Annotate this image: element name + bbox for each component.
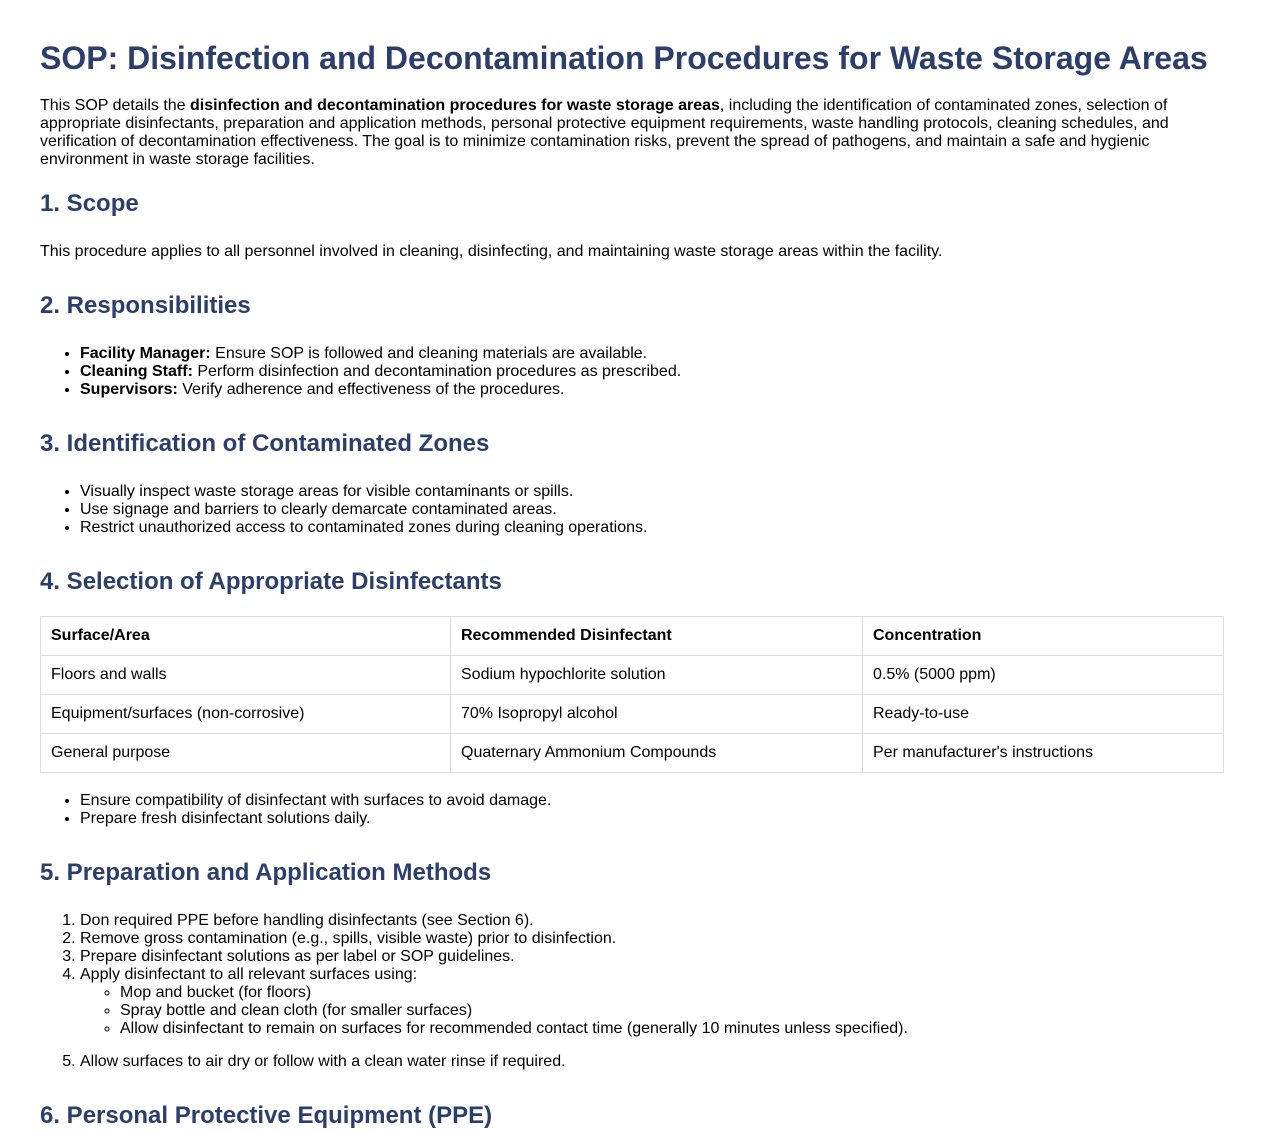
section-heading-responsibilities: 2. Responsibilities [40, 292, 251, 319]
list-item: ◦ Allow disinfectant to remain on surfaces for recommended contact time (generally 10 minutes unless specified). [120, 1020, 1223, 1038]
list-item: • Prepare fresh disinfectant solutions daily. [80, 810, 1223, 828]
disinfectant-notes-list [40, 792, 1223, 828]
list-item: • Ensure compatibility of disinfectant with surfaces to avoid damage. [80, 792, 1223, 810]
section-heading-scope: 1. Scope [40, 190, 139, 217]
list-item: ◦ Spray bottle and clean cloth (for smaller surfaces) [120, 1002, 1223, 1020]
table-cell: 0.5% (5000 ppm) [863, 656, 1224, 695]
list-item: • Visually inspect waste storage areas for visible contaminants or spills. [80, 483, 1223, 501]
list-item [80, 345, 1223, 363]
section-heading-preparation: 5. Preparation and Application Methods [40, 859, 492, 886]
list-item [80, 966, 1223, 1038]
table-cell: Ready-to-use [863, 695, 1224, 734]
table-row [41, 734, 1224, 773]
list-item: 5. Allow surfaces to air dry or follow with a clean water rinse if required. [80, 1053, 1223, 1071]
role-text: Perform disinfection and decontamination procedures as prescribed. [192, 363, 682, 380]
responsibilities-list [40, 345, 1223, 399]
table-cell: Floors and walls [41, 656, 451, 695]
column-header-concentration: Concentration [863, 617, 1224, 656]
role-text: Ensure SOP is followed and cleaning materials are available. [210, 345, 648, 362]
table-cell: Quaternary Ammonium Compounds [451, 734, 863, 773]
role-label: Facility Manager: [80, 345, 211, 362]
list-item: 2. Remove gross contamination (e.g., spills, visible waste) prior to disinfection. [80, 930, 1223, 948]
table-row [41, 695, 1224, 734]
intro-text-start: This SOP details the [40, 97, 190, 114]
list-item: ◦ Mop and bucket (for floors) [120, 984, 1223, 1002]
list-item: • Use signage and barriers to clearly demarcate contaminated areas. [80, 501, 1223, 519]
table-cell: Per manufacturer's instructions [863, 734, 1224, 773]
list-item: 3. Prepare disinfectant solutions as per label or SOP guidelines. [80, 948, 1223, 966]
table-cell: 70% Isopropyl alcohol [451, 695, 863, 734]
list-item [80, 381, 1223, 399]
contaminated-zones-list [40, 483, 1223, 537]
scope-text: This procedure applies to all personnel involved in cleaning, disinfecting, and maintaining waste storage areas within the facility. [40, 243, 943, 260]
role-text: Verify adherence and effectiveness of the procedures. [177, 381, 565, 398]
column-header-disinfectant: Recommended Disinfectant [451, 617, 863, 656]
intro-paragraph [40, 97, 1223, 169]
section-heading-contaminated-zones: 3. Identification of Contaminated Zones [40, 430, 490, 457]
section-heading-ppe: 6. Personal Protective Equipment (PPE) [40, 1102, 493, 1129]
intro-text-end: , including the identification of contaminated zones, selection of appropriate disinfectants, preparation and application methods, personal protective equipment requirements, waste handling protocols, cleaning schedules, and verification of decontamination effectiveness. The goal is to minimize contamination risks, prevent the spread of pathogens, and maintain a safe and hygienic environment in waste storage facilities. [40, 97, 1169, 168]
table-cell: Sodium hypochlorite solution [451, 656, 863, 695]
preparation-steps-list-continued [40, 1053, 1223, 1071]
list-item [80, 363, 1223, 381]
section-heading-disinfectants: 4. Selection of Appropriate Disinfectants [40, 568, 502, 595]
table-row [41, 656, 1224, 695]
preparation-steps-list [40, 912, 1223, 1038]
intro-text-bold: disinfection and decontamination procedures for waste storage areas [190, 97, 720, 114]
table-cell: Equipment/surfaces (non-corrosive) [41, 695, 451, 734]
list-item: • Restrict unauthorized access to contaminated zones during cleaning operations. [80, 519, 1223, 537]
list-item: 1. Don required PPE before handling disinfectants (see Section 6). [80, 912, 1223, 930]
application-methods-list [80, 984, 1223, 1038]
step-text: Apply disinfectant to all relevant surfaces using: [80, 966, 418, 983]
table-cell: General purpose [41, 734, 451, 773]
role-label: Supervisors: [80, 381, 178, 398]
column-header-surface: Surface/Area [41, 617, 451, 656]
page-title: SOP: Disinfection and Decontamination Procedures for Waste Storage Areas [40, 40, 1208, 76]
table-header-row [41, 617, 1224, 656]
role-label: Cleaning Staff: [80, 363, 193, 380]
disinfectant-table [40, 616, 1224, 773]
